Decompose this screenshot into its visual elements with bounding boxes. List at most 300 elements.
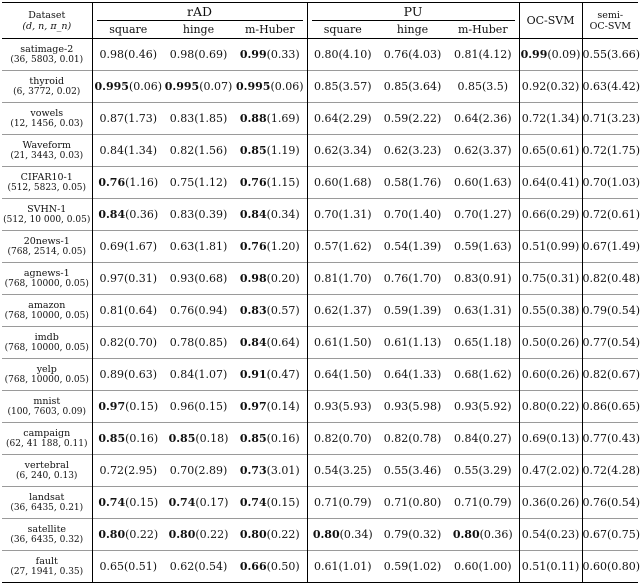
score-std: (3.23) (607, 112, 640, 125)
score-cell (92, 103, 164, 135)
score-value: 0.75 (169, 176, 195, 189)
score-value: 0.81 (453, 48, 479, 61)
score-std: (1.56) (194, 144, 228, 157)
score-value: 0.98 (239, 272, 267, 285)
table-row (2, 487, 638, 519)
score-value: 0.60 (582, 560, 608, 573)
score-cell (233, 135, 307, 167)
score-cell (233, 199, 307, 231)
semi-ocsvm-header (582, 3, 638, 39)
score-cell (164, 71, 233, 103)
score-std: (3.01) (266, 464, 300, 477)
score-std: (0.94) (194, 304, 228, 317)
loss-header: square (323, 23, 362, 36)
score-value: 0.55 (383, 464, 409, 477)
score-cell (307, 295, 378, 327)
dataset-name: amazon (28, 299, 66, 311)
score-std: (0.34) (266, 208, 300, 221)
score-cell (92, 199, 164, 231)
score-value: 0.64 (313, 368, 339, 381)
score-cell (447, 551, 519, 583)
score-cell (519, 359, 582, 391)
score-cell (164, 359, 233, 391)
score-cell (92, 455, 164, 487)
dataset-meta: (6, 240, 0.13) (16, 470, 78, 481)
score-cell (233, 39, 307, 71)
score-value: 0.80 (313, 48, 339, 61)
score-value: 0.93 (453, 400, 479, 413)
score-cell (447, 103, 519, 135)
score-std: (0.50) (266, 560, 300, 573)
score-cell (582, 455, 638, 487)
score-value: 0.60 (313, 176, 339, 189)
score-std: (1.75) (607, 144, 640, 157)
score-cell (378, 327, 447, 359)
score-std: (1.00) (478, 560, 512, 573)
score-cell (307, 199, 378, 231)
score-cell (519, 231, 582, 263)
score-cell (519, 39, 582, 71)
score-cell (307, 167, 378, 199)
score-value: 0.85 (313, 80, 339, 93)
score-value: 0.51 (521, 560, 547, 573)
score-std: (0.06) (128, 80, 163, 93)
score-value: 0.82 (313, 432, 339, 445)
score-value: 0.84 (239, 336, 267, 349)
table-row (2, 551, 638, 583)
score-cell (233, 71, 307, 103)
dataset-name: Waveform (22, 139, 71, 151)
score-value: 0.59 (383, 304, 409, 317)
score-std: (1.85) (194, 112, 228, 125)
score-std: (0.65) (607, 400, 640, 413)
dataset-name: 20news-1 (23, 235, 70, 247)
score-value: 0.99 (239, 48, 267, 61)
score-value: 0.47 (521, 464, 547, 477)
score-value: 0.63 (453, 304, 479, 317)
pu-group-header (307, 3, 519, 22)
score-cell (307, 39, 378, 71)
score-std: (1.31) (338, 208, 372, 221)
score-std: (2.22) (408, 112, 442, 125)
score-cell (582, 135, 638, 167)
score-std: (0.41) (546, 176, 580, 189)
score-std: (0.80) (408, 496, 442, 509)
score-std: (0.70) (338, 432, 372, 445)
score-cell (92, 295, 164, 327)
dataset-meta: (36, 6435, 0.32) (10, 534, 84, 545)
score-cell (233, 263, 307, 295)
dataset-meta: (768, 10000, 0.05) (4, 342, 89, 353)
score-std: (3.25) (338, 464, 372, 477)
score-value: 0.64 (453, 112, 479, 125)
score-cell (307, 519, 378, 551)
semi-ocsvm-line1: semi- (597, 9, 624, 21)
score-cell (447, 231, 519, 263)
score-std: (0.32) (408, 528, 442, 541)
table-row (2, 231, 638, 263)
score-cell (447, 295, 519, 327)
score-value: 0.62 (169, 560, 195, 573)
score-value: 0.73 (239, 464, 267, 477)
score-cell (519, 135, 582, 167)
dataset-meta: (12, 1456, 0.03) (10, 118, 84, 129)
score-cell (519, 551, 582, 583)
dataset-name: yelp (36, 363, 57, 375)
score-value: 0.72 (521, 112, 547, 125)
score-cell (92, 519, 164, 551)
dataset-name: agnews-1 (23, 267, 70, 279)
score-value: 0.995 (94, 80, 129, 93)
score-cell (378, 487, 447, 519)
dataset-cell (2, 487, 92, 519)
dataset-name: thyroid (29, 75, 65, 87)
score-cell (378, 231, 447, 263)
semi-ocsvm-line2: OC-SVM (589, 20, 631, 32)
score-std: (0.23) (546, 528, 580, 541)
score-value: 0.61 (313, 560, 339, 573)
score-value: 0.66 (521, 208, 547, 221)
table-row (2, 455, 638, 487)
score-cell (378, 359, 447, 391)
score-cell (378, 71, 447, 103)
score-cell (582, 39, 638, 71)
dataset-cell (2, 263, 92, 295)
score-std: (5.93) (338, 400, 372, 413)
dataset-name: vertebral (24, 459, 69, 471)
table-row (2, 423, 638, 455)
score-std: (0.11) (546, 560, 580, 573)
score-value: 0.51 (521, 240, 547, 253)
score-cell (378, 263, 447, 295)
score-cell (582, 519, 638, 551)
loss-header: m-Huber (233, 21, 307, 39)
score-cell (519, 71, 582, 103)
dataset-meta: (62, 41 188, 0.11) (6, 438, 88, 449)
score-cell (233, 455, 307, 487)
score-std: (0.15) (194, 400, 228, 413)
score-value: 0.76 (383, 48, 409, 61)
score-value: 0.80 (452, 528, 480, 541)
score-value: 0.995 (164, 80, 200, 93)
table-row (2, 39, 638, 71)
score-cell (233, 295, 307, 327)
score-std: (3.66) (607, 48, 640, 61)
score-cell (582, 423, 638, 455)
score-cell (164, 455, 233, 487)
score-std: (1.62) (478, 368, 512, 381)
table-body (2, 39, 638, 583)
score-std: (0.22) (266, 528, 300, 541)
score-cell (92, 135, 164, 167)
score-cell (378, 199, 447, 231)
table-row (2, 135, 638, 167)
header-row-groups (2, 3, 638, 22)
score-cell (233, 231, 307, 263)
score-cell (582, 199, 638, 231)
score-std: (0.32) (546, 80, 580, 93)
score-cell (164, 167, 233, 199)
score-value: 0.81 (313, 272, 339, 285)
score-std: (1.13) (408, 336, 442, 349)
score-cell (447, 199, 519, 231)
score-value: 0.74 (239, 496, 267, 509)
score-value: 0.55 (453, 464, 479, 477)
score-value: 0.70 (313, 208, 339, 221)
score-std: (1.02) (408, 560, 442, 573)
score-value: 0.61 (383, 336, 409, 349)
table-row (2, 519, 638, 551)
score-value: 0.71 (313, 496, 339, 509)
table-row (2, 167, 638, 199)
score-value: 0.70 (383, 208, 409, 221)
score-std: (1.70) (408, 272, 442, 285)
score-cell (307, 327, 378, 359)
score-value: 0.98 (99, 48, 124, 61)
score-cell (447, 487, 519, 519)
score-cell (164, 231, 233, 263)
score-value: 0.54 (521, 528, 547, 541)
results-table (2, 2, 638, 583)
score-cell (378, 167, 447, 199)
score-std: (0.43) (607, 432, 640, 445)
score-value: 0.87 (99, 112, 124, 125)
score-value: 0.81 (99, 304, 124, 317)
score-cell (582, 71, 638, 103)
score-cell (92, 551, 164, 583)
score-std: (0.15) (125, 400, 159, 413)
score-std: (1.01) (338, 560, 372, 573)
score-cell (164, 103, 233, 135)
score-std: (0.70) (123, 336, 158, 349)
score-value: 0.80 (98, 528, 126, 541)
score-std: (0.15) (266, 496, 300, 509)
loss-header: square (109, 23, 148, 36)
dataset-name: vowels (30, 107, 64, 119)
score-cell (233, 327, 307, 359)
table-row (2, 391, 638, 423)
score-value: 0.99 (520, 48, 548, 61)
dataset-meta: (21, 3443, 0.03) (10, 150, 84, 161)
score-std: (0.16) (125, 432, 159, 445)
score-value: 0.85 (168, 432, 196, 445)
score-value: 0.70 (453, 208, 479, 221)
score-std: (3.34) (338, 144, 372, 157)
score-std: (0.16) (266, 432, 300, 445)
score-value: 0.82 (169, 144, 195, 157)
score-std: (1.31) (478, 304, 512, 317)
score-cell (378, 391, 447, 423)
score-std: (0.61) (607, 208, 640, 221)
score-std: (0.22) (546, 400, 580, 413)
score-cell (378, 423, 447, 455)
dataset-name: imdb (34, 331, 59, 343)
score-value: 0.83 (169, 112, 195, 125)
score-std: (0.47) (266, 368, 300, 381)
score-std: (0.68) (194, 272, 228, 285)
score-std: (0.27) (478, 432, 512, 445)
dataset-meta: (100, 7603, 0.09) (7, 406, 87, 417)
score-value: 0.97 (99, 272, 124, 285)
score-std: (1.20) (266, 240, 300, 253)
score-value: 0.77 (582, 336, 608, 349)
score-value: 0.64 (383, 368, 409, 381)
score-std: (1.73) (123, 112, 158, 125)
score-value: 0.64 (521, 176, 547, 189)
score-std: (0.31) (546, 272, 580, 285)
score-std: (1.39) (408, 304, 442, 317)
score-cell (233, 519, 307, 551)
score-std: (0.09) (547, 48, 581, 61)
score-std: (0.38) (546, 304, 580, 317)
score-std: (0.06) (270, 80, 304, 93)
score-cell (582, 327, 638, 359)
score-std: (0.64) (266, 336, 300, 349)
score-std: (1.69) (266, 112, 300, 125)
score-cell (307, 71, 378, 103)
score-cell (519, 487, 582, 519)
table-row (2, 327, 638, 359)
score-value: 0.82 (582, 368, 608, 381)
score-std: (0.34) (339, 528, 373, 541)
score-value: 0.62 (453, 144, 479, 157)
loss-header: m-Huber (447, 21, 519, 39)
dataset-cell (2, 135, 92, 167)
score-cell (164, 519, 233, 551)
score-std: (1.40) (408, 208, 442, 221)
score-std: (1.34) (546, 112, 580, 125)
score-cell (233, 167, 307, 199)
score-cell (582, 103, 638, 135)
score-cell (233, 551, 307, 583)
score-value: 0.62 (313, 144, 339, 157)
score-value: 0.65 (521, 144, 547, 157)
score-value: 0.93 (313, 400, 339, 413)
score-cell (307, 103, 378, 135)
score-value: 0.55 (582, 48, 608, 61)
score-cell (92, 487, 164, 519)
score-cell (92, 423, 164, 455)
score-value: 0.79 (383, 528, 409, 541)
ocsvm-header: OC-SVM (519, 3, 582, 39)
score-std: (1.18) (478, 336, 512, 349)
score-std: (1.15) (266, 176, 300, 189)
score-std: (0.15) (125, 496, 159, 509)
score-std: (0.39) (194, 208, 228, 221)
score-value: 0.71 (383, 496, 409, 509)
score-value: 0.65 (453, 336, 479, 349)
dataset-meta: (768, 10000, 0.05) (4, 310, 89, 321)
score-value: 0.83 (453, 272, 479, 285)
score-cell (582, 231, 638, 263)
score-cell (378, 455, 447, 487)
score-value: 0.82 (99, 336, 124, 349)
score-cell (164, 423, 233, 455)
score-value: 0.36 (521, 496, 547, 509)
score-value: 0.61 (313, 336, 339, 349)
loss-header: hinge (396, 23, 429, 36)
score-std: (1.37) (338, 304, 372, 317)
score-std: (1.81) (194, 240, 228, 253)
score-value: 0.88 (239, 112, 267, 125)
dataset-cell (2, 199, 92, 231)
dataset-header-params: (d, n, π_n) (22, 20, 72, 32)
score-value: 0.54 (313, 464, 339, 477)
score-std: (0.85) (194, 336, 228, 349)
dataset-name: mnist (33, 395, 61, 407)
score-std: (1.68) (338, 176, 372, 189)
score-std: (0.36) (479, 528, 513, 541)
score-cell (92, 391, 164, 423)
score-cell (447, 263, 519, 295)
score-value: 0.75 (521, 272, 547, 285)
score-std: (0.54) (607, 304, 640, 317)
dataset-meta: (768, 10000, 0.05) (4, 278, 89, 289)
score-std: (0.75) (607, 528, 640, 541)
score-std: (0.26) (546, 496, 580, 509)
score-cell (378, 39, 447, 71)
score-std: (0.14) (266, 400, 300, 413)
score-cell (378, 295, 447, 327)
score-cell (233, 391, 307, 423)
dataset-meta: (36, 5803, 0.01) (10, 54, 84, 65)
score-std: (0.18) (195, 432, 229, 445)
score-cell (447, 39, 519, 71)
score-value: 0.55 (521, 304, 547, 317)
score-std: (1.03) (607, 176, 640, 189)
score-std: (1.39) (408, 240, 442, 253)
score-cell (519, 295, 582, 327)
score-cell (378, 519, 447, 551)
score-std: (5.98) (408, 400, 442, 413)
score-cell (92, 263, 164, 295)
score-value: 0.93 (383, 400, 409, 413)
score-value: 0.72 (99, 464, 124, 477)
score-cell (519, 263, 582, 295)
score-value: 0.84 (98, 208, 126, 221)
dataset-name: fault (35, 555, 58, 567)
score-cell (164, 263, 233, 295)
score-cell (582, 167, 638, 199)
score-cell (164, 295, 233, 327)
score-std: (0.46) (123, 48, 158, 61)
score-value: 0.80 (312, 528, 340, 541)
score-std: (4.10) (338, 48, 372, 61)
score-cell (92, 231, 164, 263)
score-cell (447, 135, 519, 167)
dataset-name: satellite (27, 523, 67, 535)
score-value: 0.76 (239, 176, 267, 189)
score-cell (582, 263, 638, 295)
score-std: (2.36) (478, 112, 512, 125)
score-std: (0.17) (195, 496, 229, 509)
score-std: (0.64) (123, 304, 158, 317)
score-std: (1.19) (266, 144, 300, 157)
score-value: 0.78 (169, 336, 195, 349)
score-value: 0.80 (168, 528, 196, 541)
score-cell (519, 327, 582, 359)
score-cell (582, 551, 638, 583)
score-value: 0.91 (239, 368, 267, 381)
score-cell (447, 423, 519, 455)
score-cell (582, 359, 638, 391)
score-cell (233, 423, 307, 455)
loss-header: hinge (182, 23, 215, 36)
score-value: 0.60 (453, 560, 479, 573)
score-value: 0.60 (453, 176, 479, 189)
score-value: 0.67 (582, 240, 608, 253)
score-value: 0.60 (521, 368, 547, 381)
